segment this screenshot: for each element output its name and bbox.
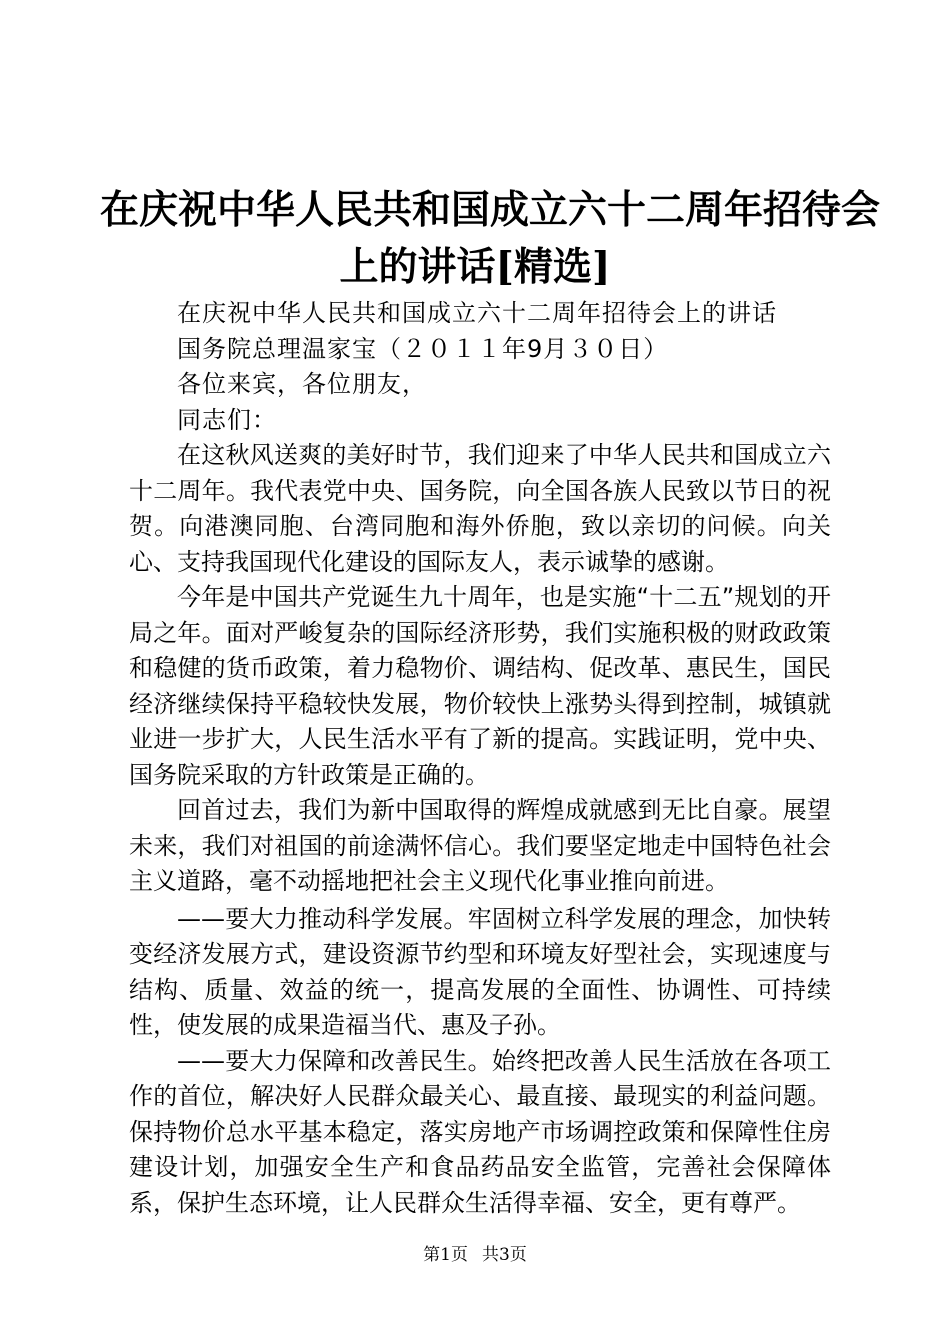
body-paragraph: 今年是中国共产党诞生九十周年，也是实施“十二五”规划的开局之年。面对严峻复杂的国际经济形势，我们实施积极的财政政策和稳健的货币政策，着力稳物价、调结构、促改革、惠民生，国民经济继续保持平稳较快发展，物价较快上涨势头得到控制，城镇就业进一步扩大，人民生活水平有了新的提高。实践证明，党中央、国务院采取的方针政策是正确的。 bbox=[129, 583, 831, 789]
page-footer bbox=[0, 1244, 950, 1266]
speaker-line: 国务院总理温家宝（２０１１年9月３０日） bbox=[177, 334, 669, 363]
body-paragraph: 在这秋风送爽的美好时节，我们迎来了中华人民共和国成立六十二周年。我代表党中央、国务院，向全国各族人民致以节日的祝贺。向港澳同胞、台湾同胞和海外侨胞，致以亲切的问候。向关心、支持我国现代化建设的国际友人，表示诚挚的感谢。 bbox=[129, 441, 831, 576]
body-paragraph: ——要大力推动科学发展。牢固树立科学发展的理念，加快转变经济发展方式，建设资源节约型和环境友好型社会，实现速度与结构、质量、效益的统一，提高发展的全面性、协调性、可持续性，使发展的成果造福当代、惠及子孙。 bbox=[129, 904, 831, 1039]
salutation-comrades: 同志们： bbox=[177, 405, 277, 434]
body-paragraph: ——要大力保障和改善民生。始终把改善人民生活放在各项工作的首位，解决好人民群众最关心、最直接、最现实的利益问题。保持物价总水平基本稳定，落实房地产市场调控政策和保障性住房建设计划，加强安全生产和食品药品安全监管，完善社会保障体系，保护生态环境，让人民群众生活得幸福、安全，更有尊严。 bbox=[129, 1046, 831, 1217]
speech-heading: 在庆祝中华人民共和国成立六十二周年招待会上的讲话 bbox=[177, 299, 777, 327]
document-title-line-2: 上的讲话[精选] bbox=[339, 244, 611, 290]
document-title-line-1: 在庆祝中华人民共和国成立六十二周年招待会 bbox=[100, 187, 881, 233]
page-number: 第1页 bbox=[423, 1245, 468, 1265]
body-paragraph: 回首过去，我们为新中国取得的辉煌成就感到无比自豪。展望未来，我们对祖国的前途满怀信心。我们要坚定地走中国特色社会主义道路，毫不动摇地把社会主义现代化事业推向前进。 bbox=[129, 796, 831, 895]
salutation-guests: 各位来宾，各位朋友， bbox=[177, 370, 427, 398]
document-body bbox=[129, 296, 831, 1221]
page-total: 共3页 bbox=[482, 1245, 527, 1265]
